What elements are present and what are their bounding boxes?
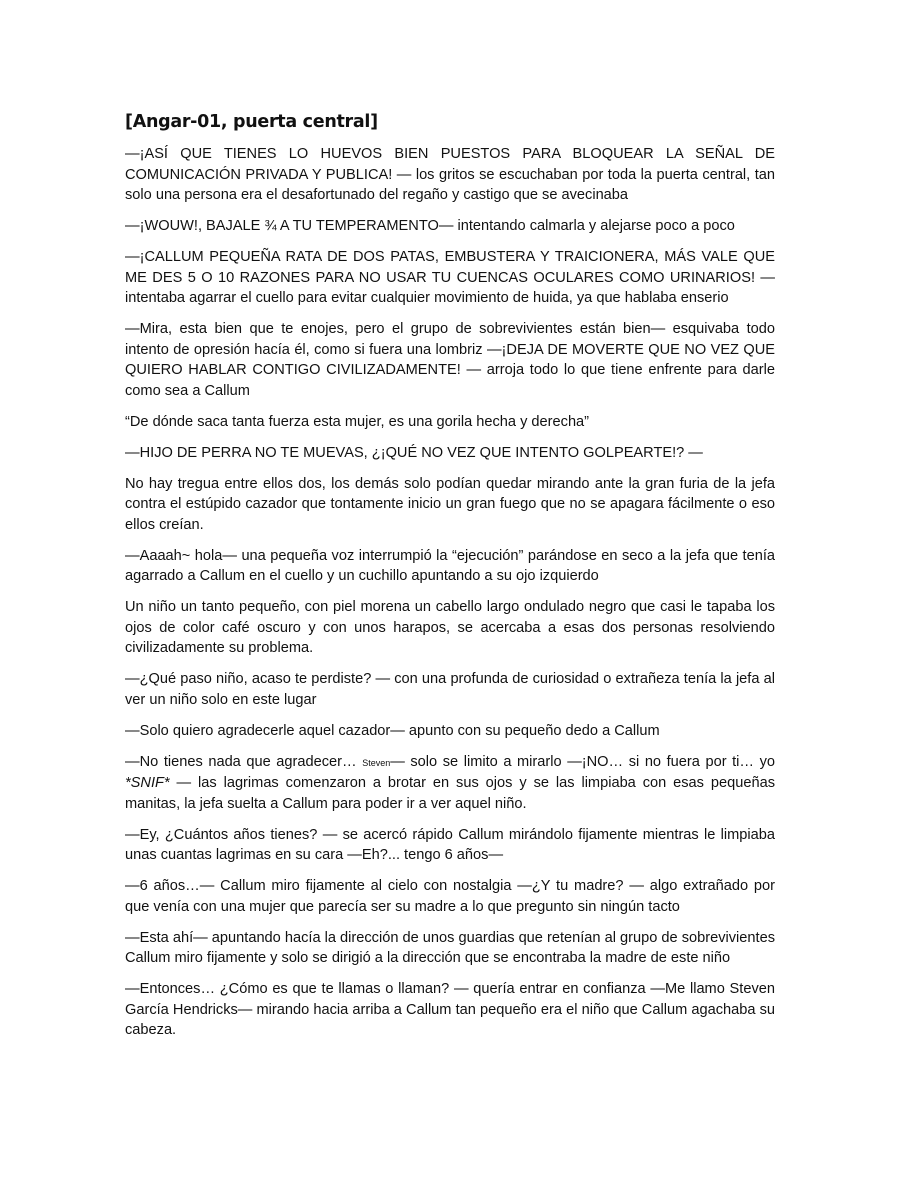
paragraph: —Ey, ¿Cuántos años tienes? — se acercó rápido Callum mirándolo fijamente mientras le limpiaba unas cuantas lagrimas en su cara —Eh?... tengo 6 años—: [125, 826, 775, 863]
paragraph-text: —No tienes nada que agradecer…: [125, 753, 363, 770]
paragraph: No hay tregua entre ellos dos, los demás solo podían quedar mirando ante la gran furia de la jefa contra el estúpido cazador que tontamente inicio un gran fuego que no se apagara fácilmente o eso ellos creían.: [125, 475, 775, 533]
section-heading: [Angar-01, puerta central]: [125, 112, 378, 132]
paragraph-text: — solo se limito a mirarlo —¡NO… si no fuera por ti… yo: [390, 753, 775, 770]
paragraph: —Aaaah~ hola— una pequeña voz interrumpió la “ejecución” parándose en seco a la jefa que tenía agarrado a Callum en el cuello y un cuchillo apuntando a su ojo izquierdo: [125, 547, 775, 584]
paragraph: —¿Qué paso niño, acaso te perdiste? — con una profunda de curiosidad o extrañeza tenía la jefa al ver un niño solo en este lugar: [125, 671, 775, 708]
paragraph-snif: [125, 752, 775, 815]
paragraph: —Entonces… ¿Cómo es que te llamas o llaman? — quería entrar en confianza —Me llamo Steven García Hendricks— mirando hacia arriba a Callum tan pequeño era el niño que Callum agachaba su cabeza.: [125, 981, 775, 1038]
paragraph-text: — las lagrimas comenzaron a brotar en sus ojos y se las limpiaba con esas pequeñas manitas, la jefa suelta a Callum para poder ir a ver aquel niño.: [125, 775, 775, 812]
paragraph: —Solo quiero agradecerle aquel cazador— apunto con su pequeño dedo a Callum: [125, 722, 660, 739]
paragraph: “De dónde saca tanta fuerza esta mujer, es una gorila hecha y derecha”: [125, 413, 590, 430]
paragraph: —Mira, esta bien que te enojes, pero el grupo de sobrevivientes están bien— esquivaba todo intento de opresión hacía él, como si fuera una lombriz —¡DEJA DE MOVERTE QUE NO VEZ QUE QUIERO HABLAR CONTIGO CIVILIZADAMENTE! — arroja todo lo que tiene enfrente para darle como sea a Callum: [125, 321, 775, 399]
paragraph: —¡ASÍ QUE TIENES LO HUEVOS BIEN PUESTOS PARA BLOQUEAR LA SEÑAL DE COMUNICACIÓN PRIVADA Y PUBLICA! — los gritos se escuchaban por toda la puerta central, tan solo una persona era el desafortunado del regaño y castigo que se avecinaba: [125, 146, 775, 203]
paragraph: —HIJO DE PERRA NO TE MUEVAS, ¿¡QUÉ NO VEZ QUE INTENTO GOLPEARTE!? —: [125, 444, 703, 461]
paragraph: —Esta ahí— apuntando hacía la dirección de unos guardias que retenían al grupo de sobrevivientes Callum miro fijamente y solo se dirigió a la dirección que se encontraba la madre de este niño: [125, 929, 775, 966]
paragraph: Un niño un tanto pequeño, con piel morena un cabello largo ondulado negro que casi le tapaba los ojos de color café oscuro y con unos harapos, se acercaba a esas dos personas resolviendo civilizadamente su problema.: [125, 599, 775, 656]
paragraph: —¡WOUW!, BAJALE ¾ A TU TEMPERAMENTO— intentando calmarla y alejarse poco a poco: [125, 218, 735, 234]
document-page: [125, 110, 775, 1051]
small-name-text: Steven: [362, 757, 391, 768]
paragraph: —¡CALLUM PEQUEÑA RATA DE DOS PATAS, EMBUSTERA Y TRAICIONERA, MÁS VALE QUE ME DES 5 O 10 RAZONES PARA NO USAR TU CUENCAS OCULARES COMO URINARIOS! — intentaba agarrar el cuello para evitar cualquier movimiento de huida, ya que hablaba enserio: [125, 249, 775, 306]
emphasis-text: *SNIF*: [125, 775, 170, 791]
paragraph: —6 años…— Callum miro fijamente al cielo con nostalgia —¿Y tu madre? — algo extrañado por que venía con una mujer que parecía ser su madre a lo que pregunto sin ningún tacto: [125, 878, 775, 915]
